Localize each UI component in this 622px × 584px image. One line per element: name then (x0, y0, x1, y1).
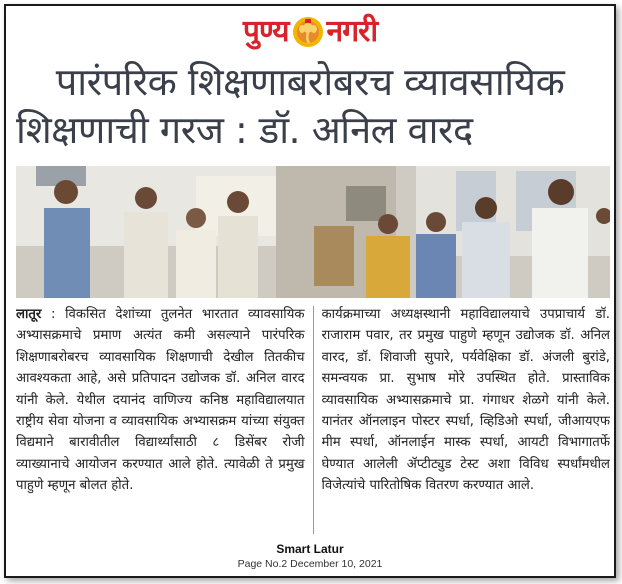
news-clipping (4, 4, 616, 578)
page-info: Page No.2 December 10, 2021 (237, 558, 383, 570)
article-headline (14, 58, 606, 154)
masthead-brand-right: नगरी (326, 14, 378, 49)
headline-line-1: पारंपरिक शिक्षणाबरोबरच व्यावसायिक (55, 60, 565, 104)
article-body (16, 304, 610, 536)
clipping-footer (6, 542, 614, 571)
article-column-2-text: कार्यक्रमाच्या अध्यक्षस्थानी महाविद्यालयाचे उपप्राचार्य डॉ. राजाराम पवार, तर प्रमुख पाहुणे म्हणून उद्योजक डॉ. अनिल वारद, डॉ. शिवाजी सुपारे, पर्यवेक्षिका डॉ. अंजली बुरांडे, समन्वयक प्रा. सुभाष मोरे उपस्थित होते. प्रास्ताविक व्यावसायिक अभ्यासक्रमाचे प्रा. गंगाधर शेळगे यांनी केले. यानंतर ऑनलाइन पोस्टर स्पर्धा, व्हिडिओ स्पर्धा, जीआयएफ मीम स्पर्धा, ऑनलाईन मास्क स्पर्धा, आयटी विभागातर्फे घेण्यात आलेली ॲप्टीट्युड टेस्ट अशा विविध स्पर्धांमधील विजेत्यांचे पारितोषिक वितरण करण्यात आले. (321, 307, 610, 494)
event-photo (16, 166, 610, 298)
article-column-2 (322, 304, 611, 536)
article-column-1-text: : विकसित देशांच्या तुलनेत भारतात व्यावसायिक अभ्यासक्रमाचे प्रमाण अत्यंत कमी असल्याने पारंपरिक शिक्षणाबरोबरच व्यावसायिक शिक्षणाची देखील तितकीच आवश्यकता आहे, असे प्रतिपादन उद्योजक डॉ. अनिल वारद यांनी केले. येथील दयानंद वाणिज्य कनिष्ठ महाविद्यालयात राष्ट्रीय सेवा योजना व व्यावसायिक अभ्यासक्रम यांच्या संयुक्त विद्यमाने बारावीतील विद्यार्थ्यांसाठी ८ डिसेंबर रोजी व्याख्यानाचे आयोजन करण्यात आले होते. त्यावेळी ते प्रमुख पाहुणे म्हणून बोलत होते. (16, 307, 305, 494)
headline-line-2: शिक्षणाची गरज : डॉ. अनिल वारद (16, 108, 473, 152)
source-name: Smart Latur (276, 542, 344, 556)
ganesha-emblem-icon (293, 15, 323, 49)
masthead (6, 12, 614, 52)
article-column-1 (16, 304, 305, 536)
masthead-brand-left: पुण्य (242, 14, 289, 49)
article-place: लातूर (16, 307, 42, 322)
column-divider (313, 306, 314, 534)
